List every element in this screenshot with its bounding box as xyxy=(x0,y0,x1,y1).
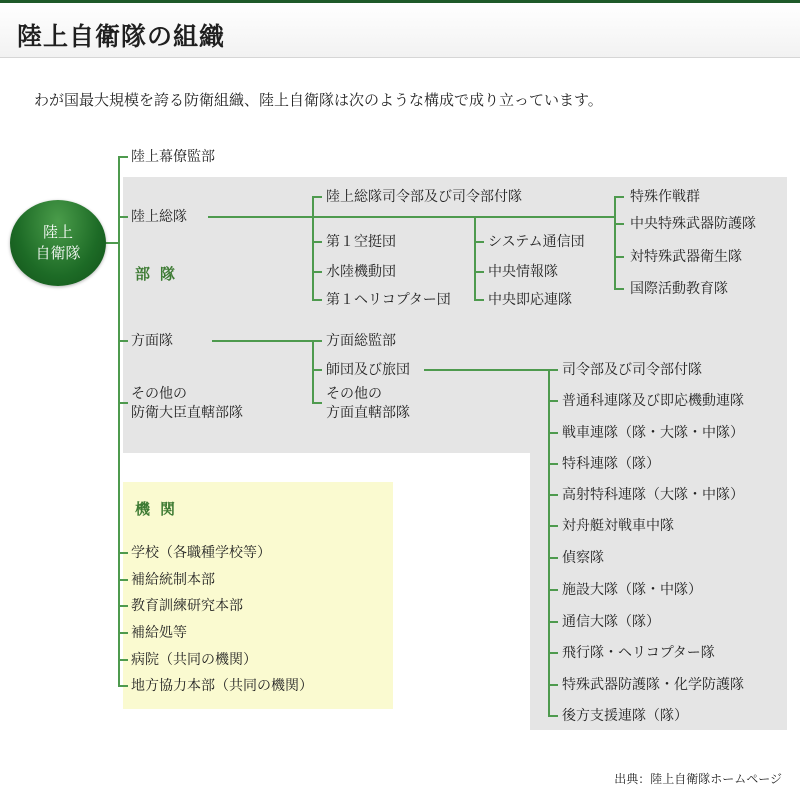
other-direct-units-line1: その他の xyxy=(131,386,187,402)
gcc-left-unit: 第１ヘリコプター団 xyxy=(326,292,451,308)
institution-item: 補給統制本部 xyxy=(131,572,215,588)
gcc-middle-unit: 中央情報隊 xyxy=(488,264,558,280)
section-institutions-label: 機関 xyxy=(135,500,186,518)
institution-item: 学校（各職種学校等） xyxy=(131,545,271,561)
other-direct-units-line2: 防衛大臣直轄部隊 xyxy=(131,405,243,421)
gcc-middle-unit: 中央即応連隊 xyxy=(488,292,572,308)
army-hq-label: 方面総監部 xyxy=(326,333,396,349)
division-unit: 偵察隊 xyxy=(562,550,604,566)
gcc-left-unit: 水陸機動団 xyxy=(326,264,396,280)
gcc-right-unit: 国際活動教育隊 xyxy=(630,281,728,297)
gcc-left-unit: 第１空挺団 xyxy=(326,234,396,250)
intro-text: わが国最大規模を誇る防衛組織、陸上自衛隊は次のような構成で成り立っています。 xyxy=(34,91,603,109)
division-unit: 通信大隊（隊） xyxy=(562,614,660,630)
root-label-line2: 自衛隊 xyxy=(35,244,81,262)
page-title: 陸上自衛隊の組織 xyxy=(17,22,226,51)
root-label-line1: 陸上 xyxy=(42,223,73,241)
gcc-hq-label: 陸上総隊司令部及び司令部付隊 xyxy=(326,189,522,205)
gcc-right-unit: 対特殊武器衛生隊 xyxy=(630,249,742,265)
division-unit: 普通科連隊及び即応機動連隊 xyxy=(562,393,744,409)
army-other-line2: 方面直轄部隊 xyxy=(326,405,410,421)
section-units-label: 部隊 xyxy=(135,265,186,283)
regional-armies-label: 方面隊 xyxy=(131,333,173,349)
institution-item: 病院（共同の機関） xyxy=(131,652,257,668)
gcc-right-unit: 中央特殊武器防護隊 xyxy=(630,216,756,232)
staff-office-label: 陸上幕僚監部 xyxy=(131,149,215,165)
division-unit: 戦車連隊（隊・大隊・中隊） xyxy=(562,425,744,441)
ground-component-label: 陸上総隊 xyxy=(131,209,187,225)
institution-item: 補給処等 xyxy=(131,625,187,641)
root-label xyxy=(10,222,106,264)
institution-item: 地方協力本部（共同の機関） xyxy=(131,678,313,694)
gcc-middle-unit: システム通信団 xyxy=(488,234,585,250)
division-unit: 施設大隊（隊・中隊） xyxy=(562,582,702,598)
source-credit: 出典：陸上自衛隊ホームページ xyxy=(614,772,782,786)
division-unit: 特科連隊（隊） xyxy=(562,456,660,472)
root-node-gsdf xyxy=(10,200,106,286)
division-unit: 司令部及び司令部付隊 xyxy=(562,362,702,378)
division-unit: 飛行隊・ヘリコプター隊 xyxy=(562,645,715,661)
division-unit: 高射特科連隊（大隊・中隊） xyxy=(562,487,744,503)
army-other-line1: その他の xyxy=(326,386,382,402)
divisions-brigades-label: 師団及び旅団 xyxy=(326,362,410,378)
page-header xyxy=(0,0,800,58)
institution-item: 教育訓練研究本部 xyxy=(131,598,243,614)
division-unit: 特殊武器防護隊・化学防護隊 xyxy=(562,677,744,693)
gcc-right-unit: 特殊作戦群 xyxy=(630,189,700,205)
division-unit: 後方支援連隊（隊） xyxy=(562,708,688,724)
division-unit: 対舟艇対戦車中隊 xyxy=(562,518,674,534)
